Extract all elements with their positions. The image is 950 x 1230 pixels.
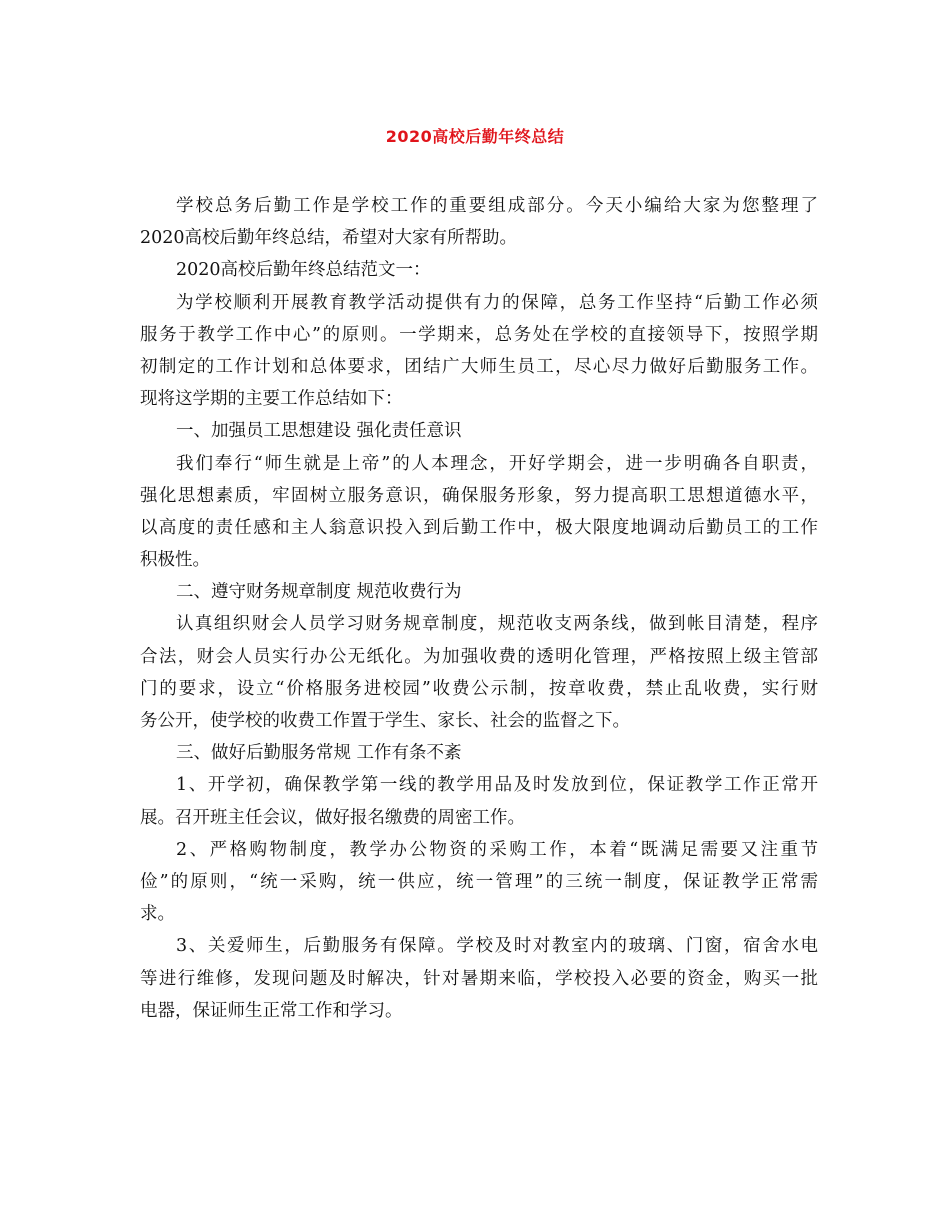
paragraph-line: 等进行维修，发现问题及时解决，针对暑期来临，学校投入必要的资金，购买一批 xyxy=(140,968,818,989)
paragraph-line: 以高度的责任感和主人翁意识投入到后勤工作中，极大限度地调动后勤员工的工作 xyxy=(140,517,818,538)
paragraph-line: 合法，财会人员实行办公无纸化。为加强收费的透明化管理，严格按照上级主管部 xyxy=(140,646,818,667)
paragraph-line: 1、开学初，确保教学第一线的教学用品及时发放到位，保证教学工作正常开 xyxy=(176,775,818,796)
paragraph-line: 初制定的工作计划和总体要求，团结广大师生员工，尽心尽力做好后勤服务工作。 xyxy=(140,356,818,377)
paragraph-line: 务公开，使学校的收费工作置于学生、家长、社会的监督之下。 xyxy=(140,711,630,731)
paragraph-line: 认真组织财会人员学习财务规章制度，规范收支两条线，做到帐目清楚，程序 xyxy=(176,614,818,635)
paragraph-line: 我们奉行“师生就是上帝”的人本理念，开好学期会，进一步明确各自职责， xyxy=(176,453,818,474)
paragraph-line: 门的要求，设立“价格服务进校园”收费公示制，按章收费，禁止乱收费，实行财 xyxy=(140,678,818,699)
section-heading: 一、加强员工思想建设 强化责任意识 xyxy=(176,421,462,442)
paragraph-line: 学校总务后勤工作是学校工作的重要组成部分。今天小编给大家为您整理了 xyxy=(176,196,818,216)
paragraph-line: 3、关爱师生，后勤服务有保障。学校及时对教室内的玻璃、门窗，宿舍水电 xyxy=(176,936,818,957)
document-body xyxy=(140,190,818,1027)
section-heading: 二、遵守财务规章制度 规范收费行为 xyxy=(176,582,462,603)
paragraph-line: 2、严格购物制度，教学办公物资的采购工作，本着“既满足需要又注重节 xyxy=(176,839,818,860)
paragraph-line: 2020高校后勤年终总结，希望对大家有所帮助。 xyxy=(140,228,518,249)
paragraph-line: 求。 xyxy=(140,904,175,925)
section-heading: 2020高校后勤年终总结范文一： xyxy=(176,260,431,281)
paragraph-line: 为学校顺利开展教育教学活动提供有力的保障，总务工作坚持“后勤工作必须 xyxy=(176,292,818,313)
paragraph-line: 现将这学期的主要工作总结如下： xyxy=(140,389,403,410)
paragraph-line: 服务于教学工作中心”的原则。一学期来，总务处在学校的直接领导下，按照学期 xyxy=(140,324,818,345)
paragraph-line: 强化思想素质，牢固树立服务意识，确保服务形象，努力提高职工思想道德水平， xyxy=(140,485,818,506)
paragraph-line: 积极性。 xyxy=(140,550,210,571)
document-title: 2020高校后勤年终总结 xyxy=(385,127,565,146)
paragraph-line: 俭”的原则，“统一采购，统一供应，统一管理”的三统一制度，保证教学正常需 xyxy=(140,871,818,892)
section-heading: 三、做好后勤服务常规 工作有条不紊 xyxy=(176,743,462,764)
paragraph-line: 电器，保证师生正常工作和学习。 xyxy=(140,1000,403,1021)
paragraph-line: 展。召开班主任会议，做好报名缴费的周密工作。 xyxy=(140,807,525,828)
